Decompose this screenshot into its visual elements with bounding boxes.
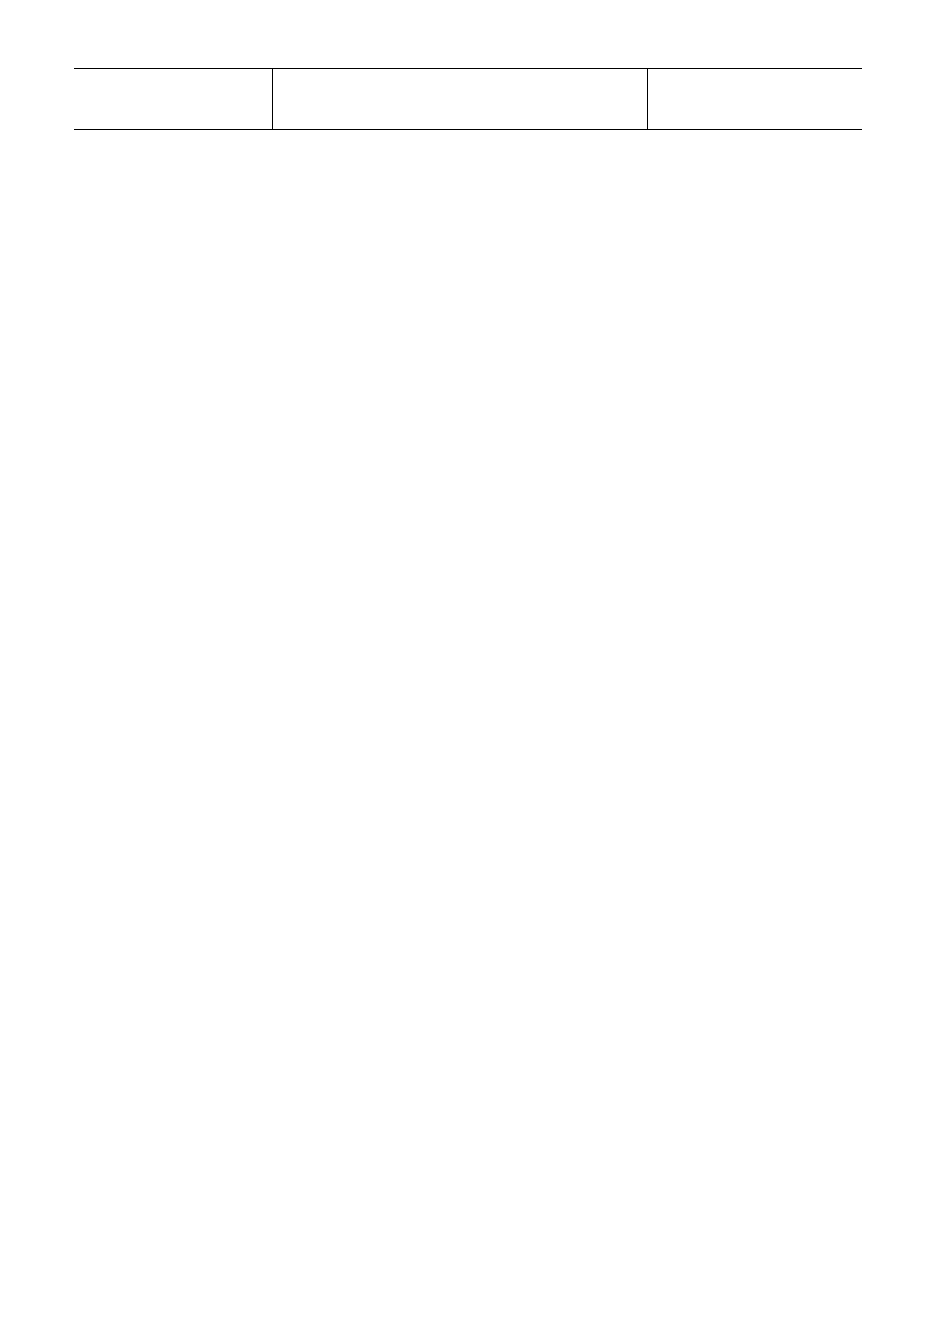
header-meta-cell [74,69,273,129]
section-title [372,753,394,777]
document-header [74,68,862,130]
header-motto-cell [273,69,648,129]
header-page-cell [648,69,862,129]
